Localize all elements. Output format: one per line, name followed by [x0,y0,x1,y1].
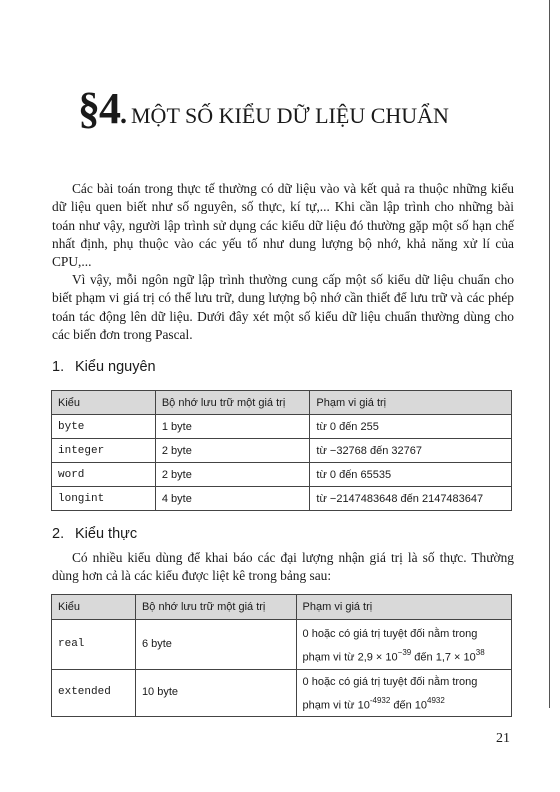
paragraph-intro: Các bài toán trong thực tế thường có dữ liệu vào và kết quả ra thuộc những kiểu dữ liệu quen biết như số nguyên, số thực, kí tự,... Khi cần lập trình cho những bài toán như vậy, người lập trình sử dụng các kiểu dữ liệu đó thường gặp một số hạn chế nhất định, phụ thuộc vào các yếu tố như dung lượng bộ nhớ, khả năng xử lí của CPU,... [52,181,514,270]
table-row [52,415,512,439]
memory-cell: 6 byte [135,620,296,670]
header-range: Phạm vi giá trị [310,391,512,415]
range-cell: từ 0 đến 65535 [310,463,512,487]
paragraph-standard-types: Vì vậy, mỗi ngôn ngữ lập trình thường cung cấp một số kiểu dữ liệu chuẩn cho biết phạm vi giá trị có thể lưu trữ, dung lượng bộ nhớ cần thiết để lưu trữ và các phép toán tác động lên dữ liệu. Dưới đây xét một số kiểu dữ liệu chuẩn thường dùng cho các biến đơn trong Pascal. [52,272,514,342]
type-cell: integer [52,439,156,463]
table-row [52,487,512,511]
real-types-table [51,594,512,717]
section-title: Kiểu nguyên [75,359,156,375]
type-cell: longint [52,487,156,511]
range-cell: từ −2147483648 đến 2147483647 [310,487,512,511]
section-title: Kiểu thực [75,526,138,542]
type-cell: real [52,620,136,670]
memory-cell: 4 byte [155,487,310,511]
range-prefix: phạm vi từ 10 [302,699,370,712]
table-row [52,670,512,717]
integer-types-table [51,390,512,511]
memory-cell: 1 byte [155,415,310,439]
section-mark: §4 [78,84,120,133]
section-heading-integer [52,359,156,375]
table-header-row [52,391,512,415]
section-number: 2. [52,526,65,542]
title-dot: . [120,99,127,130]
table-row [52,620,512,670]
header-range: Phạm vi giá trị [296,595,511,620]
range-cell: từ −32768 đến 32767 [310,439,512,463]
section-heading-real [52,526,137,542]
type-cell: byte [52,415,156,439]
memory-cell: 2 byte [155,439,310,463]
range-cell [296,670,511,717]
type-cell: extended [52,670,136,717]
range-cell: từ 0 đến 255 [310,415,512,439]
exponent: −39 [397,647,412,657]
range-mid: đến 10 [390,699,427,712]
header-memory: Bộ nhớ lưu trữ một giá trị [155,391,310,415]
section-number: 1. [52,359,65,375]
page-edge-line [549,0,550,708]
paragraph-real-intro: Có nhiều kiểu dùng để khai báo các đại lượng nhận giá trị là số thực. Thường dùng hơn cả là các kiểu được liệt kê trong bảng sau: [52,550,514,584]
header-type: Kiểu [52,595,136,620]
table-row [52,439,512,463]
range-line: 0 hoặc có giá trị tuyệt đối nằm trong [302,627,478,640]
header-memory: Bộ nhớ lưu trữ một giá trị [135,595,296,620]
memory-cell: 10 byte [135,670,296,717]
page-number: 21 [496,731,510,746]
range-cell [296,620,511,670]
range-prefix: phạm vi từ 2,9 × 10 [302,651,398,664]
title-text: MỘT SỐ KIỂU DỮ LIỆU CHUẨN [131,103,449,128]
chapter-title [78,83,449,134]
table-row [52,463,512,487]
exponent: -4932 [369,696,391,705]
exponent: 38 [475,647,485,657]
type-cell: word [52,463,156,487]
range-mid: đến 1,7 × 10 [411,651,476,664]
table-header-row [52,595,512,620]
range-line: 0 hoặc có giá trị tuyệt đối nằm trong [302,676,478,688]
memory-cell: 2 byte [155,463,310,487]
header-type: Kiểu [52,391,156,415]
exponent: 4932 [427,696,445,705]
